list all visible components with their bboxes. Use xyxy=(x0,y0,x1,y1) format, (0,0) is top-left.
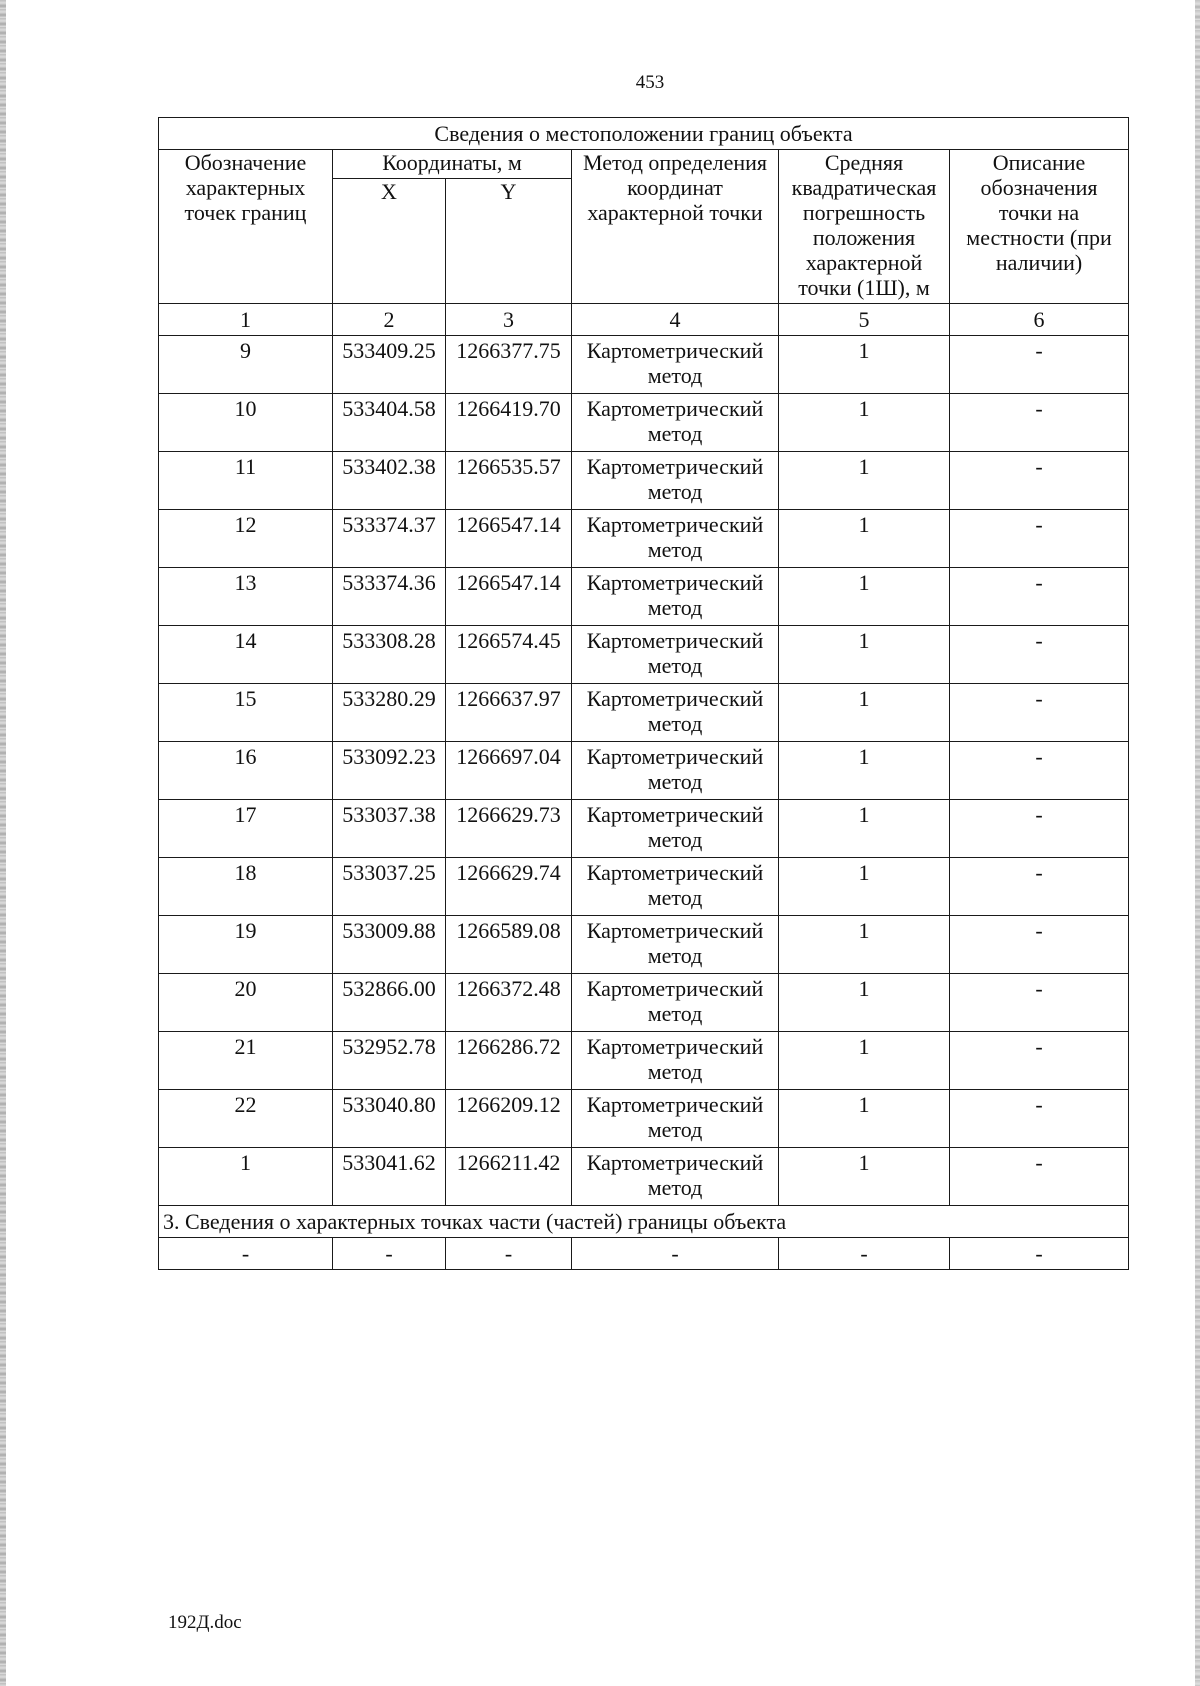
header-coordinates: Координаты, м xyxy=(333,150,572,179)
cell-point: 15 xyxy=(159,684,333,742)
table-row xyxy=(159,336,1129,394)
table-title-row xyxy=(159,118,1129,150)
cell-point: 10 xyxy=(159,394,333,452)
cell-x: 533374.36 xyxy=(333,568,446,626)
cell-point: 1 xyxy=(159,1148,333,1206)
section3-title: 3. Сведения о характерных точках части (частей) границы объекта xyxy=(159,1206,1129,1238)
cell-method: Картометрический метод xyxy=(572,684,779,742)
cell-y: 1266286.72 xyxy=(446,1032,572,1090)
cell-y: 1266209.12 xyxy=(446,1090,572,1148)
cell-error: 1 xyxy=(779,336,950,394)
cell-y: 1266377.75 xyxy=(446,336,572,394)
section3-cell: - xyxy=(446,1238,572,1270)
cell-description: - xyxy=(950,626,1129,684)
scan-edge-left xyxy=(0,0,6,1686)
cell-error: 1 xyxy=(779,684,950,742)
cell-y: 1266629.74 xyxy=(446,858,572,916)
cell-x: 533308.28 xyxy=(333,626,446,684)
cell-y: 1266629.73 xyxy=(446,800,572,858)
cell-x: 533040.80 xyxy=(333,1090,446,1148)
cell-point: 9 xyxy=(159,336,333,394)
cell-y: 1266547.14 xyxy=(446,510,572,568)
cell-error: 1 xyxy=(779,452,950,510)
section3-cell: - xyxy=(779,1238,950,1270)
cell-description: - xyxy=(950,1090,1129,1148)
cell-error: 1 xyxy=(779,394,950,452)
scan-edge-right xyxy=(1195,0,1200,1686)
cell-y: 1266697.04 xyxy=(446,742,572,800)
cell-point: 12 xyxy=(159,510,333,568)
cell-error: 1 xyxy=(779,1090,950,1148)
cell-error: 1 xyxy=(779,916,950,974)
cell-point: 11 xyxy=(159,452,333,510)
cell-x: 533409.25 xyxy=(333,336,446,394)
cell-description: - xyxy=(950,394,1129,452)
cell-point: 21 xyxy=(159,1032,333,1090)
cell-y: 1266574.45 xyxy=(446,626,572,684)
cell-method: Картометрический метод xyxy=(572,394,779,452)
table-row xyxy=(159,858,1129,916)
header-x: X xyxy=(333,179,446,304)
cell-x: 533041.62 xyxy=(333,1148,446,1206)
table-row xyxy=(159,510,1129,568)
table-row xyxy=(159,916,1129,974)
cell-x: 533280.29 xyxy=(333,684,446,742)
cell-point: 20 xyxy=(159,974,333,1032)
column-number: 4 xyxy=(572,304,779,336)
cell-method: Картометрический метод xyxy=(572,626,779,684)
cell-y: 1266637.97 xyxy=(446,684,572,742)
cell-description: - xyxy=(950,800,1129,858)
cell-error: 1 xyxy=(779,974,950,1032)
table-row xyxy=(159,568,1129,626)
header-method: Метод определения координат характерной точки xyxy=(572,150,779,304)
column-number: 1 xyxy=(159,304,333,336)
cell-description: - xyxy=(950,974,1129,1032)
section3-row xyxy=(159,1238,1129,1270)
column-number: 6 xyxy=(950,304,1129,336)
table-row xyxy=(159,394,1129,452)
cell-x: 533092.23 xyxy=(333,742,446,800)
cell-description: - xyxy=(950,510,1129,568)
cell-error: 1 xyxy=(779,800,950,858)
cell-point: 19 xyxy=(159,916,333,974)
cell-point: 17 xyxy=(159,800,333,858)
boundary-coordinates-table xyxy=(158,117,1129,1270)
cell-error: 1 xyxy=(779,1148,950,1206)
table-row xyxy=(159,452,1129,510)
cell-x: 533009.88 xyxy=(333,916,446,974)
cell-error: 1 xyxy=(779,626,950,684)
cell-description: - xyxy=(950,568,1129,626)
cell-y: 1266535.57 xyxy=(446,452,572,510)
cell-description: - xyxy=(950,858,1129,916)
cell-description: - xyxy=(950,742,1129,800)
table-title: Сведения о местоположении границ объекта xyxy=(159,118,1129,150)
header-error: Средняя квадратическая погрешность положения характерной точки (1Ш), м xyxy=(779,150,950,304)
cell-y: 1266589.08 xyxy=(446,916,572,974)
footer-filename: 192Д.doc xyxy=(168,1612,242,1633)
cell-method: Картометрический метод xyxy=(572,452,779,510)
cell-method: Картометрический метод xyxy=(572,916,779,974)
cell-description: - xyxy=(950,336,1129,394)
table-row xyxy=(159,626,1129,684)
cell-method: Картометрический метод xyxy=(572,742,779,800)
table-row xyxy=(159,974,1129,1032)
table-row xyxy=(159,684,1129,742)
header-y: Y xyxy=(446,179,572,304)
cell-x: 533374.37 xyxy=(333,510,446,568)
table-row xyxy=(159,800,1129,858)
cell-error: 1 xyxy=(779,568,950,626)
table-row xyxy=(159,742,1129,800)
cell-method: Картометрический метод xyxy=(572,1090,779,1148)
cell-method: Картометрический метод xyxy=(572,336,779,394)
cell-x: 532952.78 xyxy=(333,1032,446,1090)
cell-x: 533037.38 xyxy=(333,800,446,858)
section3-cell: - xyxy=(333,1238,446,1270)
cell-method: Картометрический метод xyxy=(572,858,779,916)
cell-x: 532866.00 xyxy=(333,974,446,1032)
cell-y: 1266547.14 xyxy=(446,568,572,626)
section3-title-row xyxy=(159,1206,1129,1238)
cell-y: 1266211.42 xyxy=(446,1148,572,1206)
cell-description: - xyxy=(950,684,1129,742)
section3-cell: - xyxy=(950,1238,1129,1270)
table-row xyxy=(159,1148,1129,1206)
cell-description: - xyxy=(950,1148,1129,1206)
page-number: 453 xyxy=(635,72,665,93)
column-number-row xyxy=(159,304,1129,336)
cell-point: 14 xyxy=(159,626,333,684)
cell-point: 16 xyxy=(159,742,333,800)
section3-cell: - xyxy=(572,1238,779,1270)
section3-cell: - xyxy=(159,1238,333,1270)
table-row xyxy=(159,1090,1129,1148)
cell-error: 1 xyxy=(779,510,950,568)
cell-point: 22 xyxy=(159,1090,333,1148)
cell-method: Картометрический метод xyxy=(572,974,779,1032)
header-description: Описание обозначения точки на местности (при наличии) xyxy=(950,150,1129,304)
header-designation: Обозначение характерных точек границ xyxy=(159,150,333,304)
cell-x: 533037.25 xyxy=(333,858,446,916)
cell-method: Картометрический метод xyxy=(572,1148,779,1206)
cell-method: Картометрический метод xyxy=(572,568,779,626)
cell-error: 1 xyxy=(779,858,950,916)
cell-x: 533404.58 xyxy=(333,394,446,452)
table-body xyxy=(159,118,1129,1270)
cell-description: - xyxy=(950,1032,1129,1090)
cell-method: Картометрический метод xyxy=(572,800,779,858)
cell-y: 1266372.48 xyxy=(446,974,572,1032)
cell-point: 13 xyxy=(159,568,333,626)
column-number: 5 xyxy=(779,304,950,336)
column-number: 3 xyxy=(446,304,572,336)
column-number: 2 xyxy=(333,304,446,336)
cell-y: 1266419.70 xyxy=(446,394,572,452)
cell-point: 18 xyxy=(159,858,333,916)
cell-method: Картометрический метод xyxy=(572,1032,779,1090)
cell-error: 1 xyxy=(779,1032,950,1090)
table-row xyxy=(159,1032,1129,1090)
cell-x: 533402.38 xyxy=(333,452,446,510)
cell-description: - xyxy=(950,916,1129,974)
table-header-row xyxy=(159,150,1129,179)
cell-description: - xyxy=(950,452,1129,510)
cell-method: Картометрический метод xyxy=(572,510,779,568)
cell-error: 1 xyxy=(779,742,950,800)
